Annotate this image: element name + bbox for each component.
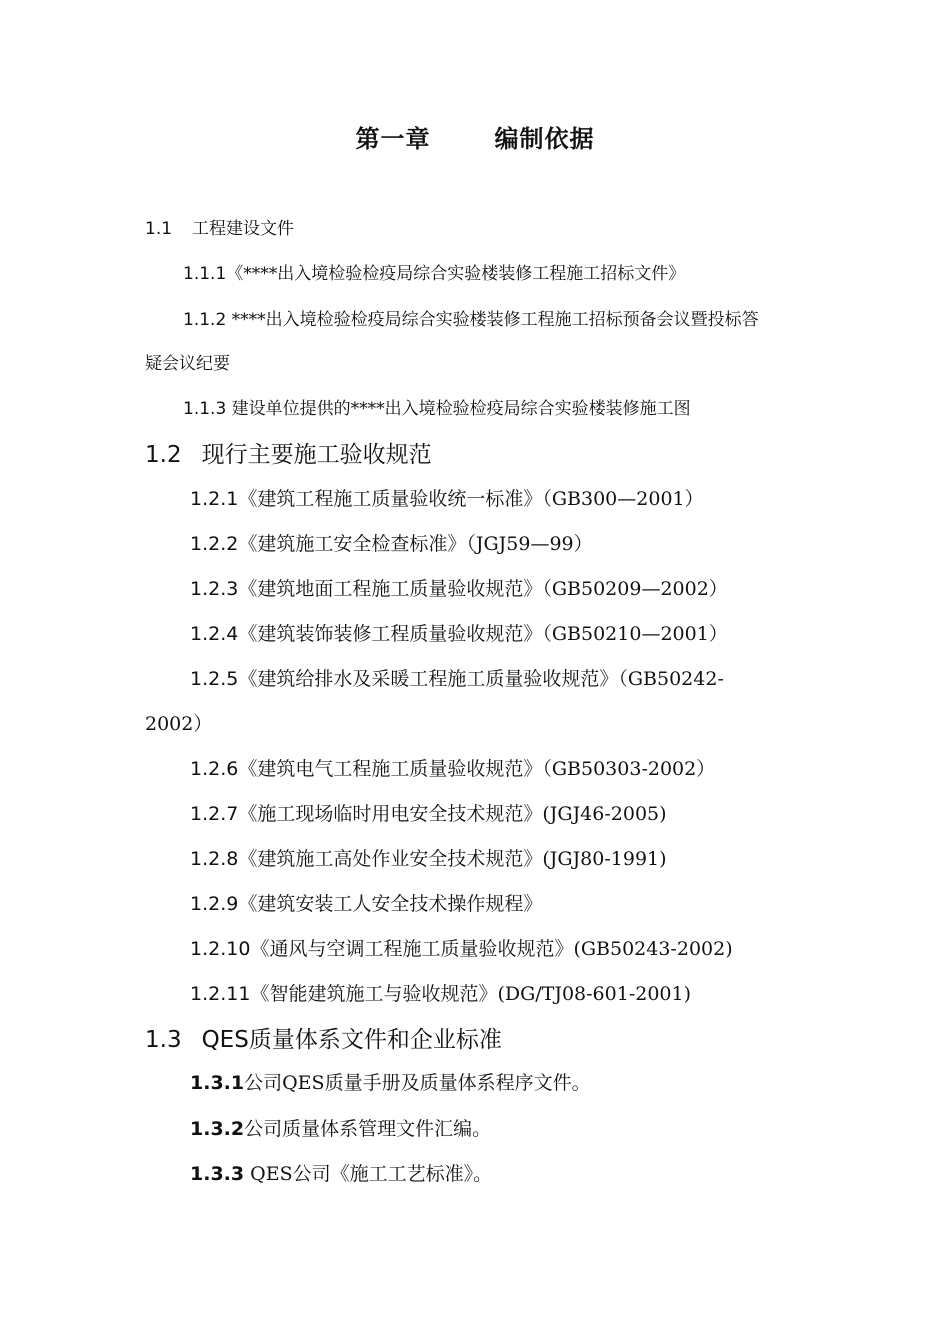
list-item-1-2-9 — [190, 895, 542, 914]
item-number: 1.2.11 — [190, 983, 251, 1005]
item-text: 《****出入境检验检疫局综合实验楼装修工程施工招标文件》 — [226, 264, 686, 284]
item-text: ****出入境检验检疫局综合实验楼装修工程施工招标预备会议暨投标答 — [226, 310, 759, 330]
item-number: 1.2.6 — [190, 758, 239, 780]
item-text: 《建筑给排水及采暖工程施工质量验收规范》（GB50242- — [238, 668, 724, 690]
list-item-1-3-1 — [190, 1074, 591, 1093]
item-number: 1.1.2 — [183, 310, 227, 330]
section-title: 现行主要施工验收规范 — [201, 442, 432, 468]
item-text: 疑会议纪要 — [145, 354, 230, 374]
list-item-1-2-4 — [190, 625, 728, 644]
section-heading-1-1 — [145, 221, 294, 238]
section-heading-1-2 — [145, 444, 432, 467]
item-number: 1.2.8 — [190, 848, 239, 870]
list-item-1-2-7 — [190, 805, 667, 824]
item-text: QES公司《施工工艺标准》。 — [244, 1163, 493, 1185]
item-number: 1.3.1 — [190, 1072, 245, 1094]
item-number: 1.1.1 — [183, 264, 227, 284]
item-text: 《建筑工程施工质量验收统一标准》（GB300—2001） — [238, 488, 704, 510]
item-text: 《通风与空调工程施工质量验收规范》(GB50243-2002) — [250, 938, 733, 960]
list-item-continuation — [145, 715, 212, 734]
item-number: 1.2.7 — [190, 803, 239, 825]
chapter-title: 编制依据 — [494, 125, 595, 153]
item-number: 1.1.3 — [183, 399, 227, 419]
item-number: 1.2.9 — [190, 893, 239, 915]
section-heading-1-3 — [145, 1029, 502, 1052]
list-item-1-2-8 — [190, 850, 667, 869]
item-number: 1.2.5 — [190, 668, 239, 690]
list-item-1-2-3 — [190, 580, 728, 599]
item-text: 《施工现场临时用电安全技术规范》(JGJ46-2005) — [238, 803, 667, 825]
list-item-1-3-3 — [190, 1165, 492, 1184]
chapter-heading — [0, 127, 950, 151]
item-text: 《建筑装饰装修工程质量验收规范》（GB50210—2001） — [238, 623, 728, 645]
chapter-label: 第一章 — [355, 125, 431, 153]
list-item-1-2-6 — [190, 760, 715, 779]
list-item-1-2-1 — [190, 490, 704, 509]
item-text: 2002） — [145, 713, 213, 735]
item-text: 建设单位提供的****出入境检验检疫局综合实验楼装修施工图 — [226, 399, 691, 419]
list-item-1-2-2 — [190, 535, 593, 554]
list-item-1-2-11 — [190, 985, 691, 1004]
list-item-1-2-10 — [190, 940, 733, 959]
list-item-1-1-3 — [183, 401, 691, 418]
item-text: 《建筑施工高处作业安全技术规范》(JGJ80-1991) — [238, 848, 667, 870]
item-number: 1.3.3 — [190, 1163, 245, 1185]
item-text: 《智能建筑施工与验收规范》(DG/TJ08-601-2001) — [250, 983, 692, 1005]
list-item-1-2-5 — [190, 670, 724, 689]
item-text: 《建筑施工安全检查标准》（JGJ59—99） — [238, 533, 593, 555]
list-item-1-3-2 — [190, 1120, 491, 1139]
item-number: 1.2.1 — [190, 488, 239, 510]
list-item-continuation — [145, 356, 230, 373]
section-title: QES质量体系文件和企业标准 — [201, 1027, 502, 1053]
item-text: 《建筑安装工人安全技术操作规程》 — [238, 893, 543, 915]
list-item-1-1-2 — [183, 312, 759, 329]
list-item-1-1-1 — [183, 266, 685, 283]
section-title: 工程建设文件 — [192, 219, 295, 239]
item-number: 1.2.3 — [190, 578, 239, 600]
item-number: 1.2.2 — [190, 533, 239, 555]
section-number: 1.2 — [145, 442, 182, 468]
section-number: 1.1 — [145, 219, 173, 239]
item-number: 1.2.4 — [190, 623, 239, 645]
item-text: 公司QES质量手册及质量体系程序文件。 — [244, 1072, 591, 1094]
item-text: 《建筑地面工程施工质量验收规范》（GB50209—2002） — [238, 578, 728, 600]
section-number: 1.3 — [145, 1027, 182, 1053]
item-number: 1.2.10 — [190, 938, 251, 960]
item-text: 《建筑电气工程施工质量验收规范》（GB50303-2002） — [238, 758, 716, 780]
item-number: 1.3.2 — [190, 1118, 245, 1140]
item-text: 公司质量体系管理文件汇编。 — [244, 1118, 492, 1140]
